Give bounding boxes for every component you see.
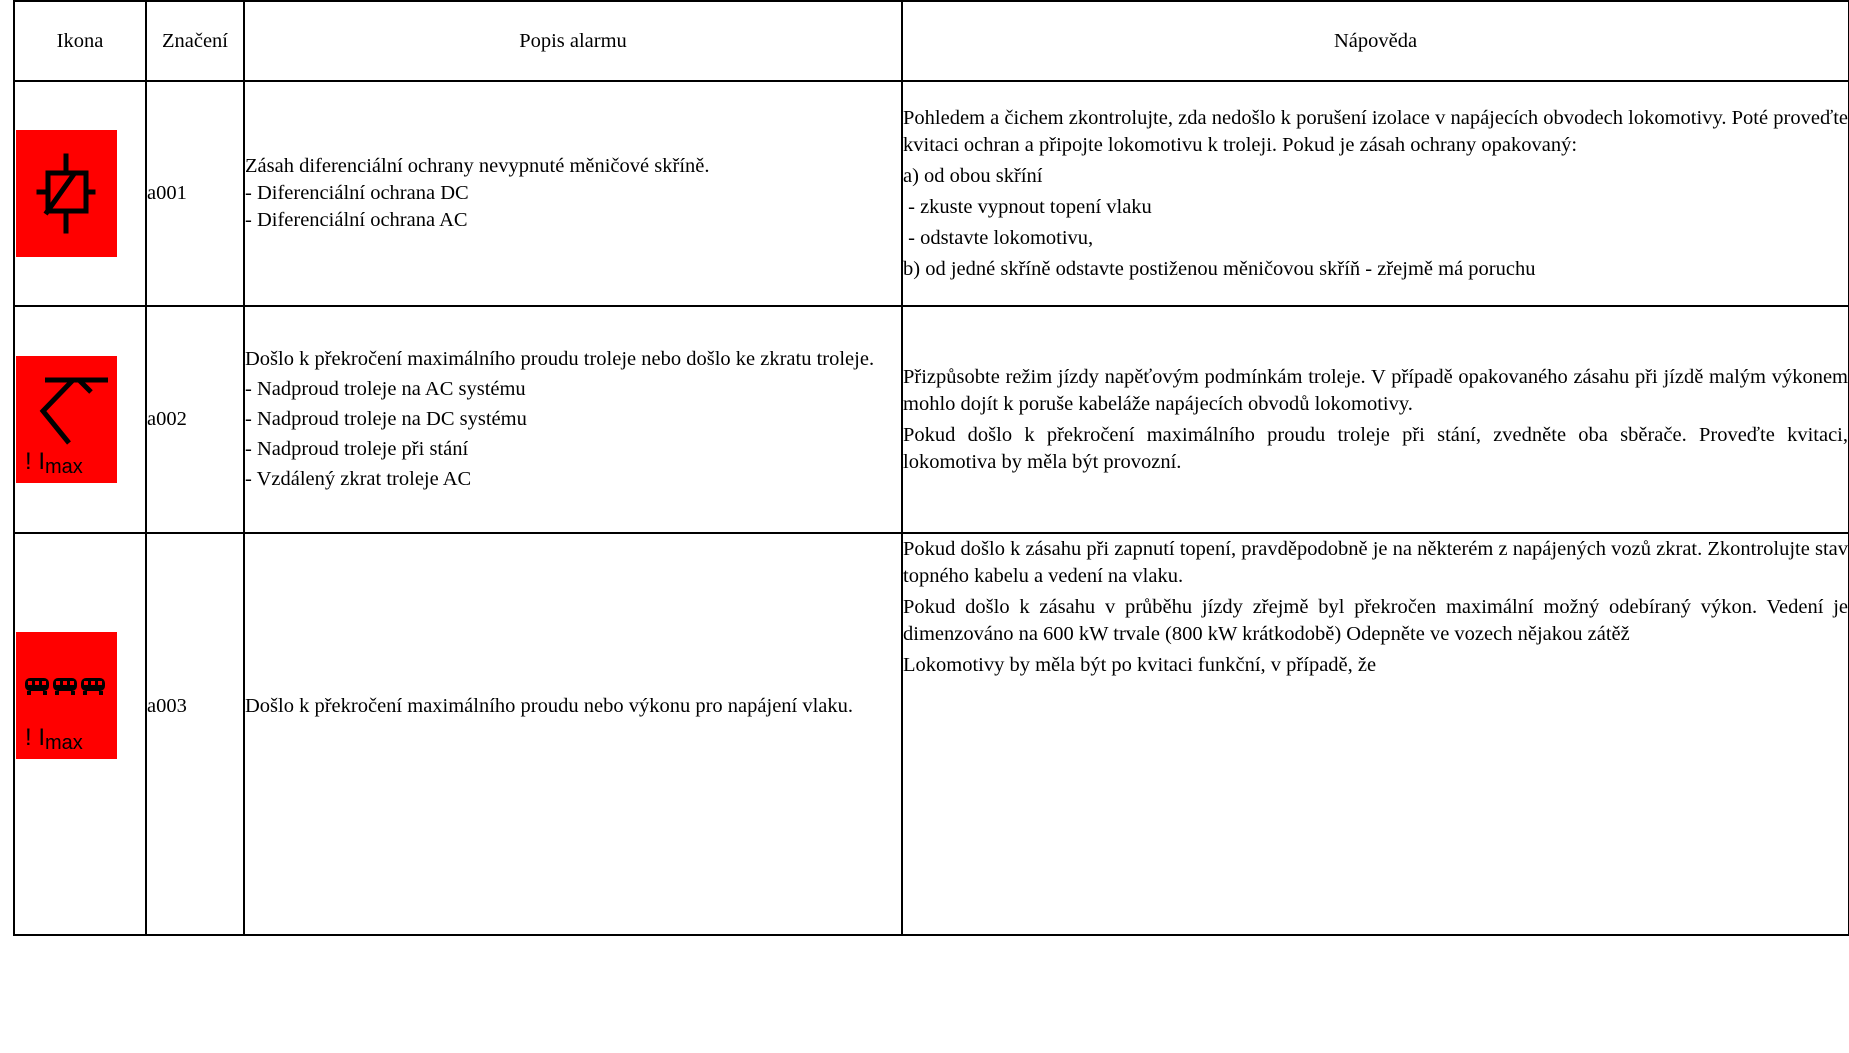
description-line: Došlo k překročení maximálního proudu troleje nebo došlo ke zkratu troleje.	[245, 348, 875, 370]
table-row	[14, 306, 1849, 533]
table-header-row	[14, 1, 1849, 81]
table-row	[14, 81, 1849, 306]
description-line: Došlo k překročení maximálního proudu nebo výkonu pro napájení vlaku.	[245, 695, 854, 717]
help-paragraph: Pokud došlo k překročení maximálního proudu troleje při stání, zvedněte oba sběrače. Proveďte kvitaci, lokomotiva by měla být provozní.	[903, 423, 1848, 473]
help-paragraph: Pokud došlo k zásahu při zapnutí topení, pravděpodobně je na některém z napájených vozů zkrat. Zkontrolujte stav topného kabelu a vedení na vlaku.	[903, 538, 1848, 587]
alarm-code: a001	[146, 81, 244, 306]
help-paragraph: Lokomotivy by měla být po kvitaci funkční, v případě, že	[903, 654, 1377, 676]
icon-cell	[14, 306, 146, 533]
alarm-help	[902, 81, 1849, 306]
description-line: - Diferenciální ochrana DC	[245, 182, 469, 204]
table-row	[14, 533, 1849, 935]
column-header-help: Nápověda	[902, 1, 1849, 81]
help-paragraph: - zkuste vypnout topení vlaku	[903, 195, 1152, 218]
alarm-table	[13, 0, 1849, 936]
help-paragraph: b) od jedné skříně odstavte postiženou měničovou skříň - zřejmě má poruchu	[903, 257, 1536, 280]
alarm-help	[902, 306, 1849, 533]
imax-label: ! $I_{max}$	[25, 724, 83, 754]
help-paragraph: - odstavte lokomotivu,	[903, 226, 1094, 249]
description-line: - Nadproud troleje na DC systému	[245, 408, 527, 430]
description-line: - Nadproud troleje na AC systému	[245, 378, 526, 400]
train-supply-overcurrent-icon	[16, 632, 117, 759]
help-paragraph: Přizpůsobte režim jízdy napěťovým podmínkám troleje. V případě opakovaného zásahu při jízdě malým výkonem mohlo dojít k poruše kabeláže napájecích obvodů lokomotivy.	[903, 365, 1848, 415]
alarm-code-text: a003	[147, 695, 187, 717]
differential-protection-icon	[16, 130, 117, 257]
alarm-description	[244, 306, 902, 533]
description-line: - Diferenciální ochrana AC	[245, 209, 468, 231]
icon-cell	[14, 533, 146, 935]
icon-cell	[14, 81, 146, 306]
description-line: Zásah diferenciální ochrany nevypnuté měničové skříně.	[245, 155, 710, 177]
alarm-code	[146, 533, 244, 935]
column-header-description: Popis alarmu	[244, 1, 902, 81]
description-line: - Nadproud troleje při stání	[245, 438, 469, 460]
alarm-help	[902, 533, 1849, 935]
alarm-description	[244, 81, 902, 306]
help-paragraph: a) od obou skříní	[903, 164, 1043, 187]
column-header-icon: Ikona	[14, 1, 146, 81]
description-line: - Vzdálený zkrat troleje AC	[245, 468, 472, 490]
help-paragraph: Pohledem a čichem zkontrolujte, zda nedošlo k porušení izolace v napájecích obvodech lokomotivy. Poté proveďte kvitaci ochran a připojte lokomotivu k troleji. Pokud je zásah ochrany opakovaný:	[903, 106, 1848, 156]
help-paragraph: Pokud došlo k zásahu v průběhu jízdy zřejmě byl překročen maximální možný odebíraný výkon. Vedení je dimenzováno na 600 kW trvale (800 kW krátkodobě) Odepněte ve vozech nějakou zátěž	[903, 596, 1848, 645]
imax-label: ! $I_{max}$	[25, 448, 83, 478]
trolley-overcurrent-icon	[16, 356, 117, 483]
column-header-code: Značení	[146, 1, 244, 81]
alarm-description	[244, 533, 902, 935]
alarm-code: a002	[146, 306, 244, 533]
